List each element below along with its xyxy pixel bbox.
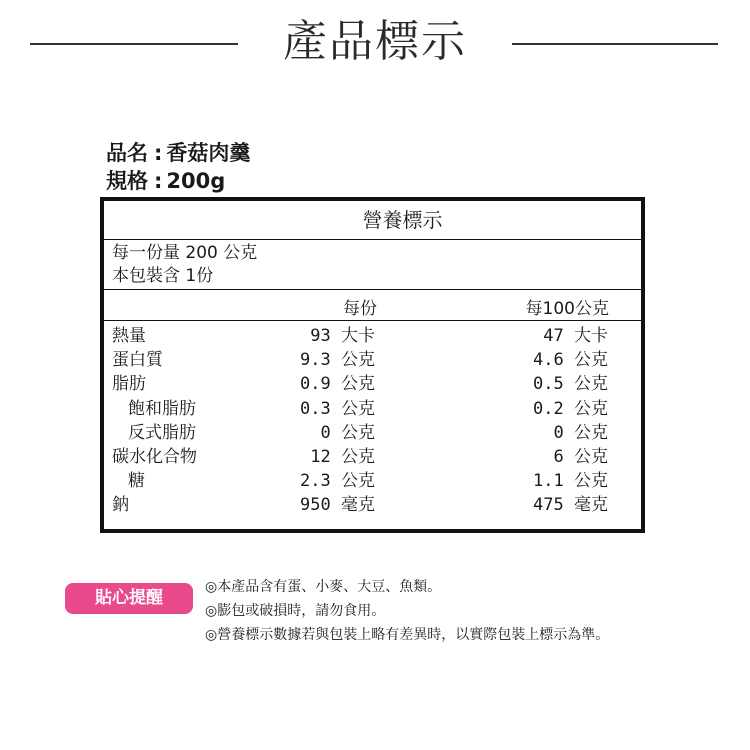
- nutrition-title: 營養標示: [104, 201, 641, 240]
- page-title: 產品標示: [283, 16, 467, 67]
- serving-info: [104, 240, 641, 290]
- nutrient-per-serving: 950 毫克: [300, 495, 375, 516]
- nutrient-label: 反式脂肪: [128, 422, 196, 443]
- nutrition-row: [104, 445, 641, 469]
- product-name-value: 香菇肉羹: [166, 141, 251, 165]
- nutrition-column-headers: [104, 290, 641, 321]
- nutrition-row: [104, 421, 641, 445]
- product-spec-value: 200g: [166, 169, 226, 193]
- tip-note: ◎本產品含有蛋、小麥、大豆、魚類。: [205, 579, 442, 595]
- nutrient-per-100g: 47 大卡: [543, 326, 608, 346]
- product-spec: [106, 166, 225, 196]
- title-divider-left: [30, 43, 238, 45]
- column-header-per-100g: 每100公克: [525, 299, 609, 319]
- product-spec-label: 規格: [106, 169, 148, 193]
- servings-per-package: 本包裝含 1份: [112, 266, 214, 286]
- tips-badge: 貼心提醒: [65, 583, 193, 614]
- nutrient-per-100g: 4.6 公克: [533, 350, 608, 371]
- nutrient-label: 蛋白質: [112, 350, 163, 371]
- product-spec-separator: :: [154, 169, 163, 193]
- nutrition-row: [104, 372, 641, 396]
- nutrition-row: [104, 493, 641, 517]
- nutrition-row: [104, 348, 641, 372]
- nutrient-label: 碳水化合物: [112, 446, 197, 467]
- nutrient-per-serving: 93 大卡: [310, 326, 375, 346]
- nutrition-row: [104, 324, 641, 348]
- product-name-label: 品名: [106, 141, 148, 165]
- nutrition-rows: [104, 321, 641, 518]
- nutrient-label: 糖: [128, 471, 145, 492]
- nutrient-label: 脂肪: [112, 374, 146, 395]
- nutrient-per-serving: 0 公克: [320, 422, 375, 443]
- nutrient-per-100g: 1.1 公克: [533, 471, 608, 492]
- nutrient-label: 鈉: [112, 495, 129, 516]
- product-name-separator: :: [154, 141, 163, 165]
- tips-notes: [205, 575, 609, 647]
- nutrition-row: [104, 469, 641, 493]
- product-name: [106, 138, 250, 168]
- nutrient-per-serving: 2.3 公克: [300, 471, 375, 492]
- title-divider-right: [512, 43, 718, 45]
- nutrient-per-100g: 475 毫克: [533, 495, 608, 516]
- nutrient-per-serving: 0.9 公克: [300, 374, 375, 395]
- nutrient-per-serving: 12 公克: [310, 446, 375, 467]
- serving-size: 每一份量 200 公克: [112, 243, 258, 263]
- tip-note: ◎營養標示數據若與包裝上略有差異時，以實際包裝上標示為準。: [205, 627, 610, 643]
- nutrient-per-100g: 0.2 公克: [533, 398, 608, 419]
- nutrient-per-100g: 0.5 公克: [533, 374, 608, 395]
- nutrient-per-serving: 9.3 公克: [300, 350, 375, 371]
- nutrition-facts-table: [100, 197, 645, 533]
- nutrient-per-100g: 0 公克: [553, 422, 608, 443]
- nutrition-row: [104, 397, 641, 421]
- nutrient-label: 飽和脂肪: [128, 398, 196, 419]
- nutrient-per-serving: 0.3 公克: [300, 398, 375, 419]
- column-header-per-serving: 每份: [343, 299, 377, 319]
- nutrient-per-100g: 6 公克: [553, 446, 608, 467]
- tip-note: ◎膨包或破損時，請勿食用。: [205, 603, 386, 619]
- nutrient-label: 熱量: [112, 326, 146, 346]
